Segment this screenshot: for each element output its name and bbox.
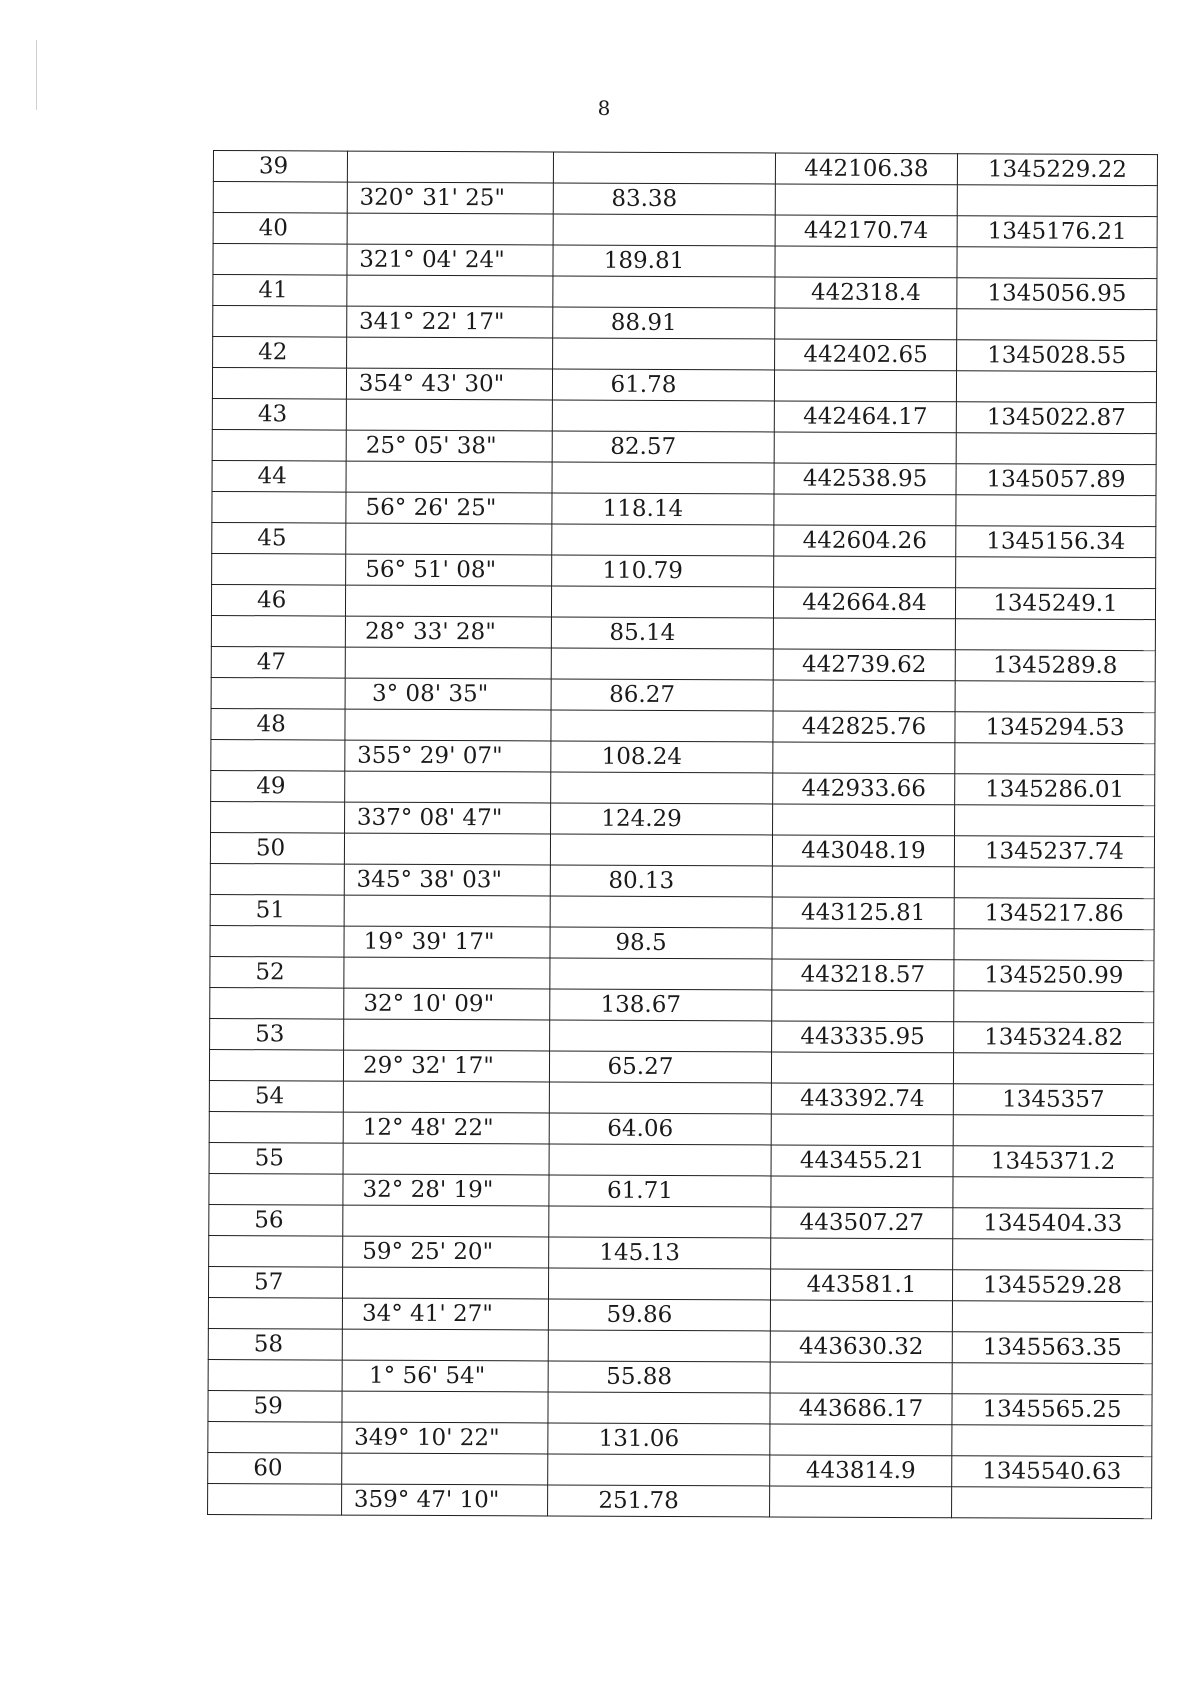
distance-cell (550, 834, 772, 866)
northing-cell: 443335.95 (772, 1021, 954, 1053)
easting-cell (953, 1177, 1153, 1209)
station-cell (212, 553, 346, 585)
northing-cell: 442604.26 (774, 525, 956, 557)
bearing-cell (343, 1143, 549, 1175)
bearing-cell: 28° 33' 28" (345, 616, 551, 648)
station-cell: 41 (213, 275, 347, 307)
easting-cell (957, 185, 1157, 217)
station-cell: 44 (212, 460, 346, 492)
station-cell (211, 677, 345, 709)
station-cell: 42 (213, 337, 347, 369)
easting-cell: 1345371.2 (953, 1146, 1153, 1178)
easting-cell: 1345156.34 (956, 526, 1156, 558)
survey-coordinates-table (207, 150, 1158, 1519)
easting-cell: 1345217.86 (954, 898, 1154, 930)
bearing-cell: 3° 08' 35" (345, 678, 551, 710)
station-cell (211, 801, 345, 833)
course-row (208, 1297, 1152, 1332)
bearing-cell: 32° 10' 09" (344, 988, 550, 1020)
northing-cell (771, 1052, 953, 1084)
distance-cell (553, 214, 775, 246)
bearing-cell (345, 585, 551, 617)
bearing-cell (342, 1329, 548, 1361)
northing-cell (773, 680, 955, 712)
northing-cell: 443630.32 (770, 1331, 952, 1363)
bearing-cell (345, 647, 551, 679)
easting-cell: 1345250.99 (954, 960, 1154, 992)
station-cell (210, 863, 344, 895)
table-body (208, 151, 1158, 1519)
page-number: 8 (597, 96, 611, 120)
northing-cell (770, 1300, 952, 1332)
distance-cell: 85.14 (551, 617, 773, 649)
easting-cell (956, 433, 1156, 465)
station-row (209, 1142, 1153, 1177)
bearing-cell: 59° 25' 20" (343, 1236, 549, 1268)
easting-cell: 1345324.82 (954, 1022, 1154, 1054)
station-cell: 54 (209, 1080, 343, 1112)
bearing-cell: 355° 29' 07" (345, 740, 551, 772)
distance-cell: 145.13 (549, 1237, 771, 1269)
easting-cell: 1345022.87 (956, 402, 1156, 434)
station-cell (208, 1483, 342, 1515)
distance-cell (552, 462, 774, 494)
distance-cell: 80.13 (550, 865, 772, 897)
easting-cell (957, 247, 1157, 279)
northing-cell: 443814.9 (770, 1455, 952, 1487)
bearing-cell: 1° 56' 54" (342, 1360, 548, 1392)
bearing-cell (343, 1205, 549, 1237)
bearing-cell (346, 461, 552, 493)
course-row (213, 244, 1157, 279)
station-row (210, 832, 1154, 867)
station-row (212, 460, 1156, 495)
northing-cell: 442106.38 (775, 153, 957, 185)
course-row (211, 801, 1155, 836)
station-cell (212, 491, 346, 523)
distance-cell: 86.27 (551, 679, 773, 711)
station-cell: 57 (208, 1266, 342, 1298)
northing-cell: 443686.17 (770, 1393, 952, 1425)
distance-cell: 82.57 (552, 431, 774, 463)
northing-cell (774, 556, 956, 588)
easting-cell: 1345540.63 (952, 1456, 1152, 1488)
station-cell: 39 (213, 151, 347, 183)
station-cell: 46 (211, 584, 345, 616)
station-cell: 60 (208, 1452, 342, 1484)
northing-cell (773, 742, 955, 774)
distance-cell (551, 710, 773, 742)
bearing-cell: 56° 26' 25" (346, 492, 552, 524)
northing-cell: 442933.66 (773, 773, 955, 805)
distance-cell: 138.67 (550, 989, 772, 1021)
station-cell: 40 (213, 213, 347, 245)
course-row (209, 1049, 1153, 1084)
northing-cell (774, 370, 956, 402)
easting-cell (953, 1115, 1153, 1147)
easting-cell (953, 1239, 1153, 1271)
bearing-cell: 359° 47' 10" (342, 1484, 548, 1516)
distance-cell: 64.06 (549, 1113, 771, 1145)
easting-cell: 1345028.55 (957, 340, 1157, 372)
bearing-cell (345, 709, 551, 741)
easting-cell (956, 557, 1156, 589)
course-row (212, 553, 1156, 588)
station-cell (210, 925, 344, 957)
distance-cell (548, 1268, 770, 1300)
bearing-cell: 56° 51' 08" (346, 554, 552, 586)
easting-cell (954, 991, 1154, 1023)
distance-cell (553, 338, 775, 370)
northing-cell: 443218.57 (772, 959, 954, 991)
course-row (208, 1421, 1152, 1456)
bearing-cell: 25° 05' 38" (346, 430, 552, 462)
station-cell (211, 739, 345, 771)
easting-cell (954, 929, 1154, 961)
easting-cell (955, 743, 1155, 775)
northing-cell (773, 804, 955, 836)
station-row (210, 956, 1154, 991)
easting-cell: 1345249.1 (955, 588, 1155, 620)
distance-cell (550, 958, 772, 990)
course-row (211, 677, 1155, 712)
northing-cell: 443581.1 (770, 1269, 952, 1301)
course-row (211, 615, 1155, 650)
course-row (213, 182, 1157, 217)
bearing-cell: 349° 10' 22" (342, 1422, 548, 1454)
course-row (212, 491, 1156, 526)
northing-cell (770, 1486, 952, 1518)
northing-cell (775, 308, 957, 340)
northing-cell: 442664.84 (773, 587, 955, 619)
distance-cell (549, 1144, 771, 1176)
distance-cell (553, 276, 775, 308)
station-row (211, 708, 1155, 743)
station-row (208, 1390, 1152, 1425)
northing-cell (774, 432, 956, 464)
distance-cell (550, 896, 772, 928)
station-row (209, 1080, 1153, 1115)
station-cell (213, 306, 347, 338)
northing-cell: 442739.62 (773, 649, 955, 681)
northing-cell (772, 866, 954, 898)
distance-cell: 83.38 (553, 183, 775, 215)
station-cell (210, 987, 344, 1019)
northing-cell: 442538.95 (774, 463, 956, 495)
station-cell: 53 (210, 1018, 344, 1050)
station-row (208, 1266, 1152, 1301)
station-cell (208, 1297, 342, 1329)
distance-cell: 118.14 (552, 493, 774, 525)
easting-cell: 1345357 (953, 1084, 1153, 1116)
station-cell: 56 (209, 1204, 343, 1236)
distance-cell (551, 772, 773, 804)
station-cell (212, 368, 346, 400)
station-cell: 51 (210, 894, 344, 926)
station-row (208, 1328, 1152, 1363)
course-row (211, 739, 1155, 774)
northing-cell: 442464.17 (774, 401, 956, 433)
station-cell: 48 (211, 708, 345, 740)
station-cell: 50 (210, 832, 344, 864)
station-cell: 43 (212, 398, 346, 430)
station-cell: 52 (210, 956, 344, 988)
northing-cell (774, 494, 956, 526)
northing-cell (771, 1176, 953, 1208)
bearing-cell (347, 275, 553, 307)
distance-cell (548, 1454, 770, 1486)
course-row (209, 1235, 1153, 1270)
bearing-cell (347, 337, 553, 369)
distance-cell (549, 1082, 771, 1114)
distance-cell: 65.27 (549, 1051, 771, 1083)
easting-cell: 1345563.35 (952, 1332, 1152, 1364)
easting-cell (952, 1363, 1152, 1395)
bearing-cell (346, 523, 552, 555)
bearing-cell: 19° 39' 17" (344, 926, 550, 958)
bearing-cell: 34° 41' 27" (342, 1298, 548, 1330)
northing-cell (772, 928, 954, 960)
bearing-cell (342, 1267, 548, 1299)
easting-cell (956, 495, 1156, 527)
easting-cell: 1345529.28 (952, 1270, 1152, 1302)
distance-cell: 189.81 (553, 245, 775, 277)
distance-cell (548, 1330, 770, 1362)
distance-cell (550, 1020, 772, 1052)
northing-cell: 442402.65 (775, 339, 957, 371)
bearing-cell (344, 957, 550, 989)
distance-cell: 61.78 (552, 369, 774, 401)
northing-cell: 443507.27 (771, 1207, 953, 1239)
course-row (209, 1111, 1153, 1146)
bearing-cell (342, 1453, 548, 1485)
bearing-cell (342, 1391, 548, 1423)
station-row (208, 1452, 1152, 1487)
distance-cell: 124.29 (551, 803, 773, 835)
northing-cell (773, 618, 955, 650)
station-cell (212, 429, 346, 461)
station-cell (208, 1359, 342, 1391)
bearing-cell (347, 213, 553, 245)
station-cell (213, 182, 347, 214)
station-cell (209, 1111, 343, 1143)
easting-cell: 1345176.21 (957, 216, 1157, 248)
station-cell (208, 1421, 342, 1453)
station-cell: 47 (211, 646, 345, 678)
course-row (210, 987, 1154, 1022)
bearing-cell: 354° 43' 30" (346, 368, 552, 400)
easting-cell: 1345229.22 (957, 154, 1157, 186)
course-row (210, 863, 1154, 898)
station-row (211, 770, 1155, 805)
distance-cell (552, 524, 774, 556)
northing-cell (771, 1114, 953, 1146)
bearing-cell: 12° 48' 22" (343, 1112, 549, 1144)
easting-cell (955, 619, 1155, 651)
bearing-cell (344, 833, 550, 865)
bearing-cell (345, 771, 551, 803)
easting-cell: 1345289.8 (955, 650, 1155, 682)
station-cell (211, 615, 345, 647)
distance-cell (551, 648, 773, 680)
station-row (209, 1204, 1153, 1239)
northing-cell (775, 184, 957, 216)
station-cell: 55 (209, 1142, 343, 1174)
station-row (212, 522, 1156, 557)
distance-cell: 55.88 (548, 1361, 770, 1393)
course-row (208, 1483, 1152, 1518)
distance-cell (552, 400, 774, 432)
distance-cell: 88.91 (553, 307, 775, 339)
course-row (210, 925, 1154, 960)
northing-cell (771, 1238, 953, 1270)
bearing-cell (344, 1019, 550, 1051)
course-row (213, 306, 1157, 341)
easting-cell: 1345056.95 (957, 278, 1157, 310)
distance-cell: 131.06 (548, 1423, 770, 1455)
easting-cell: 1345294.53 (955, 712, 1155, 744)
course-row (209, 1173, 1153, 1208)
northing-cell (772, 990, 954, 1022)
bearing-cell: 321° 04' 24" (347, 244, 553, 276)
station-row (210, 1018, 1154, 1053)
northing-cell (770, 1424, 952, 1456)
easting-cell (952, 1301, 1152, 1333)
distance-cell: 108.24 (551, 741, 773, 773)
distance-cell (549, 1206, 771, 1238)
distance-cell: 59.86 (548, 1299, 770, 1331)
station-cell (209, 1235, 343, 1267)
course-row (212, 429, 1156, 464)
station-cell: 58 (208, 1328, 342, 1360)
distance-cell: 251.78 (548, 1485, 770, 1517)
easting-cell (956, 371, 1156, 403)
distance-cell (551, 586, 773, 618)
northing-cell: 443125.81 (772, 897, 954, 929)
easting-cell (955, 681, 1155, 713)
northing-cell (775, 246, 957, 278)
easting-cell: 1345404.33 (953, 1208, 1153, 1240)
northing-cell: 443392.74 (771, 1083, 953, 1115)
easting-cell (953, 1053, 1153, 1085)
station-cell: 49 (211, 770, 345, 802)
bearing-cell (347, 151, 553, 183)
easting-cell: 1345057.89 (956, 464, 1156, 496)
distance-cell (548, 1392, 770, 1424)
course-row (212, 368, 1156, 403)
easting-cell: 1345237.74 (954, 836, 1154, 868)
northing-cell: 443048.19 (772, 835, 954, 867)
bearing-cell: 337° 08' 47" (345, 802, 551, 834)
distance-cell (553, 152, 775, 184)
station-row (211, 584, 1155, 619)
distance-cell: 98.5 (550, 927, 772, 959)
station-row (213, 275, 1157, 310)
bearing-cell (343, 1081, 549, 1113)
station-cell (213, 244, 347, 276)
easting-cell (952, 1487, 1152, 1519)
course-row (208, 1359, 1152, 1394)
northing-cell: 442170.74 (775, 215, 957, 247)
northing-cell (770, 1362, 952, 1394)
bearing-cell: 29° 32' 17" (343, 1050, 549, 1082)
station-row (213, 213, 1157, 248)
easting-cell (952, 1425, 1152, 1457)
bearing-cell (344, 895, 550, 927)
northing-cell: 442825.76 (773, 711, 955, 743)
northing-cell: 443455.21 (771, 1145, 953, 1177)
station-row (212, 398, 1156, 433)
easting-cell (955, 805, 1155, 837)
bearing-cell: 32° 28' 19" (343, 1174, 549, 1206)
easting-cell: 1345565.25 (952, 1394, 1152, 1426)
bearing-cell (346, 399, 552, 431)
station-row (210, 894, 1154, 929)
station-cell: 45 (212, 522, 346, 554)
bearing-cell: 320° 31' 25" (347, 182, 553, 214)
easting-cell: 1345286.01 (955, 774, 1155, 806)
station-cell: 59 (208, 1390, 342, 1422)
northing-cell: 442318.4 (775, 277, 957, 309)
distance-cell: 61.71 (549, 1175, 771, 1207)
station-row (213, 337, 1157, 372)
station-row (213, 151, 1157, 186)
bearing-cell: 341° 22' 17" (347, 306, 553, 338)
station-row (211, 646, 1155, 681)
station-cell (209, 1049, 343, 1081)
distance-cell: 110.79 (552, 555, 774, 587)
bearing-cell: 345° 38' 03" (344, 864, 550, 896)
easting-cell (957, 309, 1157, 341)
station-cell (209, 1173, 343, 1205)
easting-cell (954, 867, 1154, 899)
